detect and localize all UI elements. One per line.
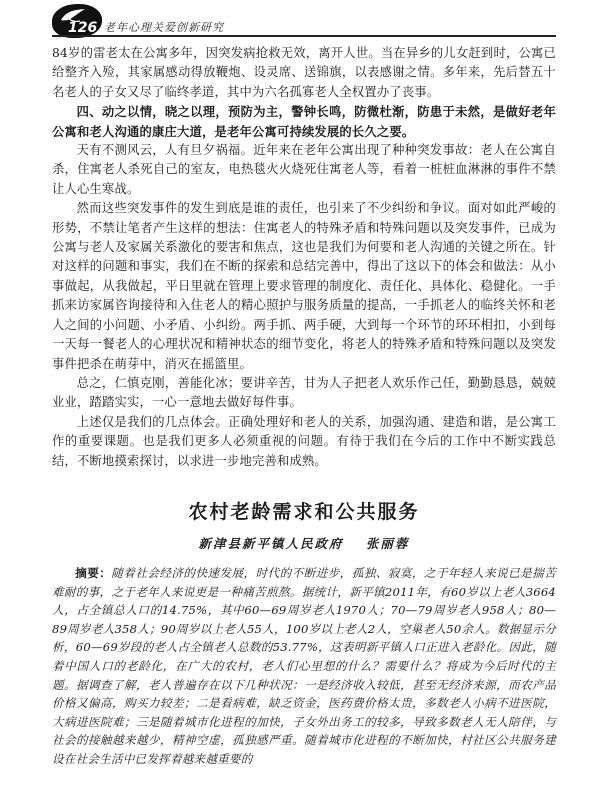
paragraph: 上述仅是我们的几点体会。正确处理好和老人的关系，加强沟通、建造和谐，是公寓工作的重要课题。也是我们更多人必须重视的问题。有待于我们在今后的工作中不断实践总结，不断地摸索探讨，以求进一步地完善和成熟。: [52, 414, 556, 468]
abstract-paragraph: [52, 564, 556, 769]
page-number: 126: [68, 20, 98, 36]
header-rule: [52, 35, 556, 37]
abstract-text: 随着社会经济的快速发展，时代的不断进步，孤独、寂寞，之于年轻人来说已是揣苦难耐的事，之于老年人来说更是一种痛苦煎熬。据统计，新平镇2011年，有60岁以上老人3664人，占全镇总人口的14.75%，其中60—69周岁老人1970人；70—79周岁老人958人；80—89周岁老人358人；90周岁以上老人55人，100岁以上老人2人，空巢老人50余人。数据显示分析，60—69岁段的老人占全镇老人总数的53.77%，这表明新平镇人口正进入老龄化。因此，随着中国人口的老龄化，在广大的农村，老人们心里想的什么？需要什么？将成为今后时代的主题。据调查了解，老人普遍存在以下几种状况：一是经济收入较低，甚至无经济来源，而农产品价格又偏高，购买力较差；二是看病难，缺乏资金，医药费价格太贵，多数老人小病不进医院，大病进医院难；三是随着城市化进程的加快，子女外出务工的较多，导致多数老人无人陪伴，与社会的接触越来越少，精神空虚，孤独感严重。随着城市化进程的不断加快，村社区公共服务建设在社会生活中已发挥着越来越重要的: [52, 565, 556, 766]
paragraph: 天有不测风云，人有旦夕祸福。近年来在老年公寓出现了种种突发事故：老人在公寓自杀，住寓老人杀死自己的室友，电热毯火火烧死住寓老人等，看着一桩桩血淋淋的事件不禁让人心生寒战。: [52, 143, 556, 196]
author-line: [52, 534, 556, 552]
article-title: 农村老龄需求和公共服务: [188, 500, 420, 523]
page-header: [0, 0, 600, 40]
section-heading-paragraph: 四、动之以情，晓之以理，预防为主，警钟长鸣，防微杜渐，防患于未然，是做好老年公寓和老人沟通的康庄大道，是老年公寓可持续发展的长久之要。: [52, 104, 556, 139]
paragraph: 总之，仁慎克刚，善能化冰；要讲辛苦，甘为人子把老人欢乐作己任，勤勤恳恳，兢兢业业，踏踏实实，一心一意地去做好每件事。: [52, 375, 556, 410]
abstract-label: 摘要：: [75, 565, 112, 580]
author-organization: 新津县新平镇人民政府: [198, 535, 344, 551]
paragraph: 然而这些突发事件的发生到底是谁的责任，也引来了不少纠纷和争议。面对如此严峻的形势，不禁让笔者产生这样的想法：住寓老人的特殊矛盾和特殊问题以及突发事件，已成为公寓与老人及家属关系激化的要害和焦点，这也是我们为何要和老人沟通的关键之所在。针对这样的问题和事实，我们在不断的探索和总结完善中，得出了这以下的体会和做法：从小事做起，从我做起，平日里就在管理上要求管理的制度化、责任化、具体化、稳健化。一手抓来访家属咨询接待和入住老人的精心照护与服务质量的提高，一手抓老人的临终关怀和老人之间的小问题、小矛盾、小纠纷。两手抓、两手硬，大到每一个环节的环环相扣，小到每一天每一餐老人的心理状况和精神状态的细节变化，将老人的特殊矛盾和特殊问题以及突发事件把杀在萌芽中，消灭在摇篮里。: [52, 201, 556, 371]
author-name: 张丽蓉: [365, 535, 410, 551]
page-content: [52, 44, 556, 768]
abstract: [52, 564, 556, 769]
paragraph: 84岁的雷老太在公寓多年，因突发病抢救无效，离开人世。当在异乡的儿女赶到时，公寓已给整齐入殓，其家属感动得放鞭炮、设灵席、送锦旗，以表感谢之情。多年来，先后替五十名老人的子女又尽了临终孝道，其中为六名孤寡老人全权置办了丧事。: [52, 46, 556, 99]
running-title: 老年心理关爱创新研究: [104, 21, 224, 34]
